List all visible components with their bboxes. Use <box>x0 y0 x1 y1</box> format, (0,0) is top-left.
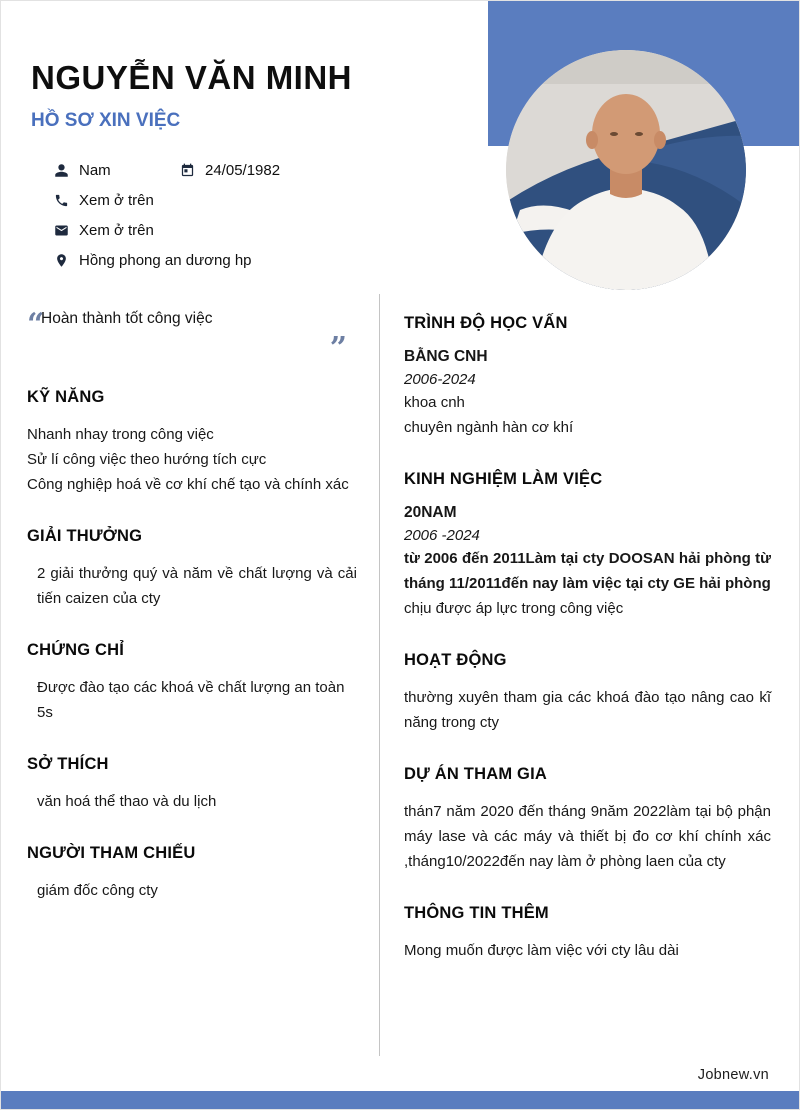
quote-text: Hoàn thành tốt công việc <box>41 310 213 327</box>
address-field <box>53 252 252 269</box>
content-columns <box>27 294 771 1056</box>
section-education <box>404 314 771 440</box>
section-title-certificates: CHỨNG CHỈ <box>27 641 125 659</box>
section-title-hobbies: SỞ THÍCH <box>27 755 109 773</box>
section-certificates <box>27 641 357 725</box>
section-hobbies <box>27 755 357 814</box>
education-line: chuyên ngành hàn cơ khí <box>404 419 574 436</box>
skills-line: Công nghiệp hoá về cơ khí chế tạo và chính xác <box>27 476 349 493</box>
skills-line: Sử lí công việc theo hướng tích cực <box>27 451 267 468</box>
section-activities <box>404 651 771 735</box>
section-skills <box>27 388 357 497</box>
education-line: khoa cnh <box>404 394 465 411</box>
activities-text: thường xuyên tham gia các khoá đào tạo nâng cao kĩ năng trong cty <box>404 689 771 731</box>
footer-bar <box>1 1091 799 1109</box>
page-title: NGUYỄN VĂN MINH <box>31 59 353 96</box>
info-row <box>53 185 493 215</box>
section-more-info <box>404 904 771 963</box>
section-title-references: NGƯỜI THAM CHIẾU <box>27 844 196 862</box>
awards-text: 2 giải thưởng quý và năm về chất lượng và cải tiến caizen của cty <box>37 565 357 607</box>
person-icon <box>53 163 69 178</box>
info-row <box>53 155 493 185</box>
quote-block <box>27 306 357 366</box>
more-info-text: Mong muốn được làm việc với cty lâu dài <box>404 942 679 959</box>
section-title-education: TRÌNH ĐỘ HỌC VẤN <box>404 314 568 332</box>
info-row <box>53 215 493 245</box>
header <box>31 59 352 132</box>
phone-field <box>53 192 154 209</box>
profile-photo <box>506 50 746 290</box>
section-title-activities: HOẠT ĐỘNG <box>404 651 507 669</box>
address-value: Hồng phong an dương hp <box>79 251 252 269</box>
section-awards <box>27 527 357 611</box>
education-period: 2006-2024 <box>404 371 476 388</box>
projects-text: thán7 năm 2020 đến tháng 9năm 2022làm tại bộ phận máy lase và các máy và thiết bị đo cơ khí chính xác ,tháng10/2022đến nay làm ở phòng laen của cty <box>404 803 771 870</box>
education-degree: BẰNG CNH <box>404 348 488 365</box>
birthdate-value: 24/05/1982 <box>205 161 281 179</box>
left-column <box>27 294 357 903</box>
email-icon <box>53 223 69 238</box>
section-title-more-info: THÔNG TIN THÊM <box>404 904 549 922</box>
section-references <box>27 844 357 903</box>
section-title-awards: GIẢI THƯỞNG <box>27 527 143 545</box>
experience-highlight: từ 2006 đến 2011Làm tại cty DOOSAN hải phòng từ tháng 11/2011đến nay làm việc tại cty GE hải phòng <box>404 550 771 592</box>
section-title-experience: KINH NGHIỆM LÀM VIỆC <box>404 470 603 488</box>
email-value: Xem ở trên <box>79 221 154 239</box>
phone-icon <box>53 193 69 208</box>
cv-subtitle: HỒ SƠ XIN VIỆC <box>31 110 181 131</box>
column-divider <box>379 294 380 1056</box>
brand-watermark: Jobnew.vn <box>697 1067 769 1083</box>
calendar-icon <box>179 163 195 178</box>
hobbies-text: văn hoá thể thao và du lịch <box>37 793 217 810</box>
open-quote-mark: “ <box>27 307 45 342</box>
phone-value: Xem ở trên <box>79 191 154 209</box>
gender-value: Nam <box>79 161 111 179</box>
gender-field <box>53 162 179 179</box>
skills-line: Nhanh nhay trong công việc <box>27 426 214 443</box>
profile-photo-illustration <box>506 50 746 290</box>
experience-period: 2006 -2024 <box>404 527 480 544</box>
right-column <box>404 294 771 963</box>
section-title-projects: DỰ ÁN THAM GIA <box>404 765 547 783</box>
section-title-skills: KỸ NĂNG <box>27 388 105 406</box>
experience-heading: 20NAM <box>404 504 457 521</box>
birthdate-field <box>179 162 280 179</box>
email-field <box>53 222 154 239</box>
close-quote-mark: ” <box>329 331 347 366</box>
certificates-text: Được đào tạo các khoá về chất lượng an toàn 5s <box>37 679 345 721</box>
location-icon <box>53 253 69 268</box>
experience-text: chịu được áp lực trong công việc <box>404 600 624 617</box>
section-projects <box>404 765 771 874</box>
info-row <box>53 245 493 275</box>
personal-info <box>53 155 493 275</box>
references-text: giám đốc công cty <box>37 882 158 899</box>
section-experience <box>404 470 771 621</box>
